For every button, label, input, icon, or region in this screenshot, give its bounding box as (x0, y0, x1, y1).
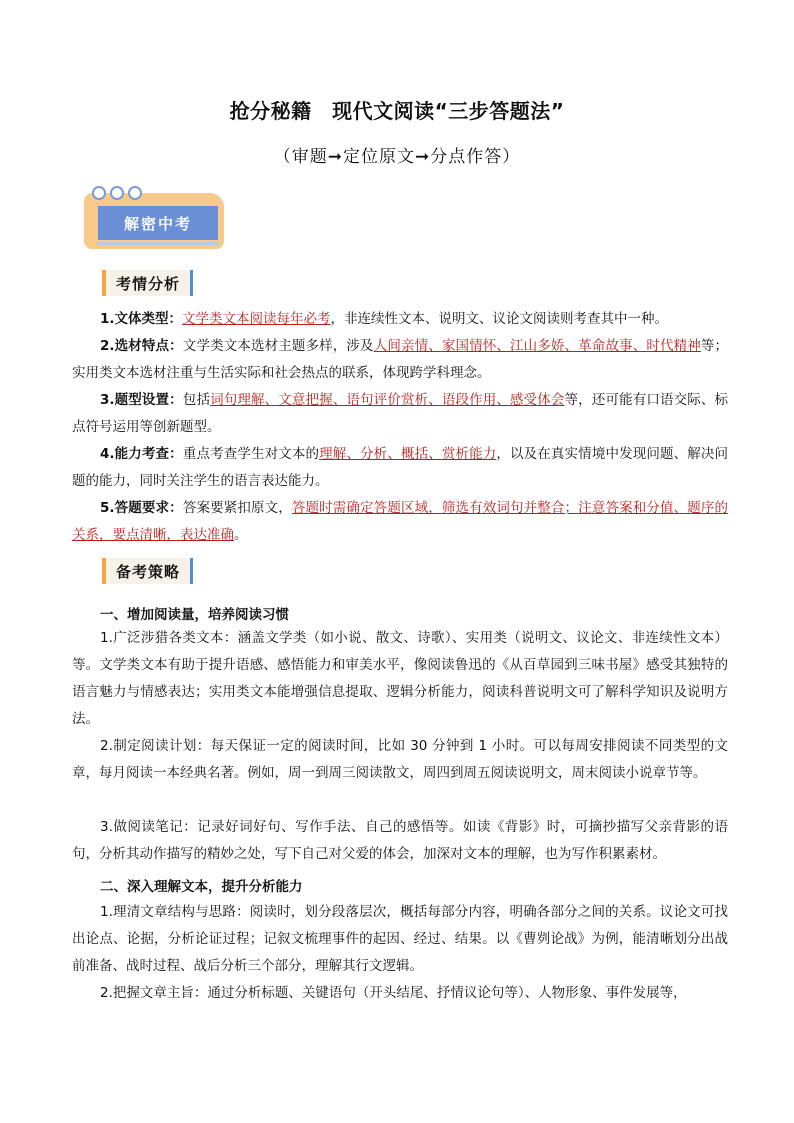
analysis-item (72, 387, 728, 441)
badge-label: 解密中考 (98, 206, 218, 240)
item-text: 等；实用类文本选材注重与生活实际和社会热点的联系，体现跨学科理念。 (72, 338, 729, 381)
analysis-item (72, 495, 728, 549)
section-badge (84, 186, 226, 254)
section-heading-label: 考情分析 (106, 270, 190, 296)
paragraph: 2.制定阅读计划：每天保证一定的阅读时间，比如 30 分钟到 1 小时。可以每周安排阅读不同类型的文章，每月阅读一本经典名著。例如，周一到周三阅读散文，周四到周五阅读说明文，周末阅读小说章节等。 (72, 738, 728, 781)
analysis-item (72, 306, 728, 333)
item-text: ，非连续性文本、说明文、议论文阅读则考查其中一种。 (330, 311, 669, 327)
section-heading-analysis (102, 270, 193, 296)
item-label: 5.答题要求： (100, 500, 183, 516)
highlighted-text: 词句理解、文意把握、语句评价赏析、语段作用、感受体会 (210, 392, 565, 408)
item-text: 文学类文本选材主题多样，涉及 (182, 338, 374, 354)
highlighted-text: 理解、分析、概括、赏析能力 (319, 446, 497, 462)
item-text: ，以及在真实情境中发现问题、解决问题的能力，同时关注学生的语言表达能力。 (72, 446, 729, 489)
item-label: 1.文体类型： (100, 311, 183, 327)
item-text: 。 (234, 527, 248, 543)
binder-rings-icon (92, 186, 142, 200)
item-text: 重点考查学生对文本的 (182, 446, 320, 462)
item-text: 等，还可能有口语交际、标点符号运用等创新题型。 (72, 392, 729, 435)
highlighted-text: 答题时需确定答题区域，筛选有效词句并整合；注意答案和分值、题序的关系，要点清晰，表达准确 (72, 500, 729, 543)
subheading-reading-volume: 一、增加阅读量，培养阅读习惯 (100, 607, 289, 623)
item-label: 2.选材特点： (100, 338, 183, 354)
badge-underline (98, 242, 218, 245)
item-text: 包括 (182, 392, 211, 408)
analysis-item (72, 441, 728, 495)
highlighted-text: 人间亲情、家国情怀、江山多娇、革命故事、时代精神 (373, 338, 701, 354)
item-label: 4.能力考查： (100, 446, 183, 462)
section-heading-strategy (102, 558, 193, 584)
page-title: 抢分秘籍 现代文阅读“三步答题法” (229, 99, 565, 123)
paragraph: 3.做阅读笔记：记录好词好句、写作手法、自己的感悟等。如读《背影》时，可摘抄描写父亲背影的语句，分析其动作描写的精妙之处，写下自己对父爱的体会，加深对文本的理解，也为写作积累素材。 (72, 819, 728, 862)
analysis-item (72, 333, 728, 387)
highlighted-text: 文学类文本阅读每年必考 (182, 311, 331, 327)
item-text: 答案要紧扣原文， (182, 500, 292, 516)
section-heading-label: 备考策略 (106, 558, 190, 584)
paragraph: 1.广泛涉猎各类文本：涵盖文学类（如小说、散文、诗歌）、实用类（说明文、议论文、非连续性文本）等。文学类文本有助于提升语感、感悟能力和审美水平，像阅读鲁迅的《从百草园到三味书屋》感受其独特的语言魅力与情感表达；实用类文本能增强信息提取、逻辑分析能力，阅读科普说明文可了解科学知识及说明方法。 (72, 630, 728, 727)
item-label: 3.题型设置： (100, 392, 183, 408)
paragraph: 1.理清文章结构与思路：阅读时，划分段落层次，概括每部分内容，明确各部分之间的关系。议论文可找出论点、论据，分析论证过程；记叙文梳理事件的起因、经过、结果。以《曹刿论战》为例，能清晰划分出战前准备、战时过程、战后分析三个部分，理解其行文逻辑。 (72, 904, 728, 974)
paragraph: 2.把握文章主旨：通过分析标题、关键语句（开头结尾、抒情议论句等）、人物形象、事件发展等， (100, 985, 687, 1001)
page-subtitle: （审题➞定位原文➞分点作答） (273, 147, 521, 167)
subheading-deep-understanding: 二、深入理解文本，提升分析能力 (100, 879, 303, 895)
